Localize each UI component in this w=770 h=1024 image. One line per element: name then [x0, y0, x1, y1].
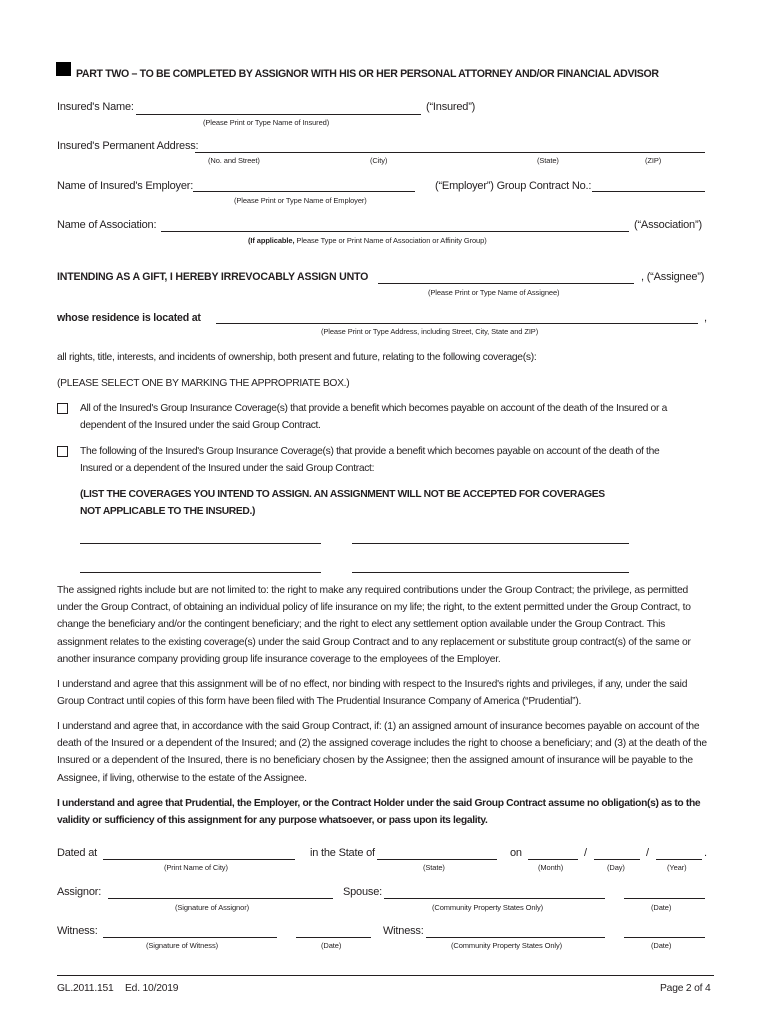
- witness-signature-field[interactable]: [103, 937, 277, 938]
- assignor-signature-hint: (Signature of Assignor): [175, 903, 249, 912]
- association-hint-bold: (If applicable,: [248, 236, 295, 245]
- witness-label: Witness:: [57, 925, 98, 937]
- page-number: Page 2 of 4: [660, 983, 711, 994]
- assignor-date-field[interactable]: [624, 898, 705, 899]
- section-marker: [56, 62, 71, 76]
- state-of-label: in the State of: [310, 847, 375, 859]
- gift-label: INTENDING AS A GIFT, I HEREBY IRREVOCABLY ASSIGN UNTO: [57, 271, 369, 283]
- insured-name-label: Insured's Name:: [57, 101, 134, 113]
- contract-no-label: (“Employer”) Group Contract No.:: [435, 180, 592, 192]
- assignee-hint: (Please Print or Type Name of Assignee): [428, 288, 560, 297]
- assignee-name-field[interactable]: [378, 283, 634, 284]
- footer-rule: [57, 975, 714, 976]
- option-following-checkbox[interactable]: [57, 446, 68, 457]
- association-field[interactable]: [161, 231, 629, 232]
- date-period: .: [704, 847, 707, 859]
- spouse-signature-field[interactable]: [384, 898, 605, 899]
- section-title: PART TWO – TO BE COMPLETED BY ASSIGNOR WITH HIS OR HER PERSONAL ATTORNEY AND/OR FINANCIAL ADVISOR: [76, 68, 659, 80]
- association-hint: [248, 236, 487, 245]
- form-id: GL.2011.151: [57, 983, 114, 994]
- select-instruction: (PLEASE SELECT ONE BY MARKING THE APPROPRIATE BOX.): [57, 378, 350, 389]
- employer-field[interactable]: [193, 191, 415, 192]
- witness-2-hint: (Community Property States Only): [451, 941, 562, 950]
- day-field[interactable]: [594, 859, 640, 860]
- witness-2-date-field[interactable]: [624, 937, 705, 938]
- employer-label: Name of Insured's Employer:: [57, 180, 194, 192]
- option-all-line2: dependent of the Insured under the said Group Contract.: [80, 420, 321, 431]
- month-hint: (Month): [538, 863, 564, 872]
- option-all-line1: All of the Insured's Group Insurance Coverage(s) that provide a benefit which becomes payable on account of the death of the Insured or a: [80, 403, 667, 414]
- witness-2-signature-field[interactable]: [426, 937, 605, 938]
- state-field[interactable]: [377, 859, 497, 860]
- address-hint-city: (City): [370, 156, 388, 165]
- insured-hint: (Please Print or Type Name of Insured): [203, 118, 330, 127]
- dated-at-label: Dated at: [57, 847, 97, 859]
- option-following-line1: The following of the Insured's Group Insurance Coverage(s) that provide a benefit which becomes payable on account of the death of the: [80, 446, 660, 457]
- assignor-signature-field[interactable]: [108, 898, 333, 899]
- contract-no-field[interactable]: [592, 191, 705, 192]
- witness-date-hint: (Date): [321, 941, 342, 950]
- residence-suffix: ,: [704, 312, 707, 324]
- insured-name-field[interactable]: [136, 114, 421, 115]
- address-label: Insured's Permanent Address:: [57, 140, 199, 152]
- witness-date-field[interactable]: [296, 937, 371, 938]
- list-note-line2: NOT APPLICABLE TO THE INSURED.): [80, 506, 256, 517]
- coverage-field-4[interactable]: [352, 572, 629, 573]
- day-hint: (Day): [607, 863, 625, 872]
- paragraph-assigned-rights: The assigned rights include but are not limited to: the right to make any required contributions under the Group Contract; the privilege, as permitted under the Group Contract, of obtaining an individual policy of life insurance on my life; the right, to the extent permitted under the Group Contract, to change the beneficiary and/or the contingent beneficiary; and the right to elect any settlement option available under the Group Contract. This assignment relates to the existing coverage(s) under the said Group Contract and to any replacement or substitute group contract(s) of the same or another insurance company providing group life insurance coverage to the employees of the Employer.: [57, 585, 691, 665]
- association-hint-rest: Please Type or Print Name of Association or Affinity Group): [294, 236, 487, 245]
- date-slash-1: /: [584, 847, 587, 859]
- assignor-date-hint: (Date): [651, 903, 672, 912]
- address-field[interactable]: [195, 152, 705, 153]
- association-suffix: (“Association”): [634, 219, 702, 231]
- address-hint-street: (No. and Street): [208, 156, 260, 165]
- coverage-field-3[interactable]: [80, 572, 321, 573]
- assignee-suffix: , (“Assignee”): [641, 271, 705, 283]
- residence-hint: (Please Print or Type Address, including Street, City, State and ZIP): [321, 327, 539, 336]
- option-all-checkbox[interactable]: [57, 403, 68, 414]
- rights-text: all rights, title, interests, and incidents of ownership, both present and future, relating to the following coverage(s):: [57, 352, 537, 363]
- year-field[interactable]: [656, 859, 702, 860]
- residence-label: whose residence is located at: [57, 312, 201, 324]
- on-label: on: [510, 847, 522, 859]
- year-hint: (Year): [667, 863, 687, 872]
- paragraph-payable: I understand and agree that, in accordance with the said Group Contract, if: (1) an assigned amount of insurance becomes payable on account of the death of the Insured or a dependent of the Insured; and (2) the assigned coverage includes the right to choose a beneficiary; and (3) at the death of the Insured or a dependent of the Insured, there is no beneficiary chosen by the Assignee; then the assigned amount of insurance will be payable to the Assignee, if living, otherwise to the estate of the Assignee.: [57, 721, 707, 784]
- month-field[interactable]: [528, 859, 578, 860]
- option-following-line2: Insured or a dependent of the Insured under the said Group Contract:: [80, 463, 375, 474]
- assignor-label: Assignor:: [57, 886, 102, 898]
- spouse-hint: (Community Property States Only): [432, 903, 543, 912]
- city-field[interactable]: [103, 859, 295, 860]
- spouse-label: Spouse:: [343, 886, 382, 898]
- witness-signature-hint: (Signature of Witness): [146, 941, 218, 950]
- address-hint-zip: (ZIP): [645, 156, 662, 165]
- form-edition: Ed. 10/2019: [125, 983, 179, 994]
- date-slash-2: /: [646, 847, 649, 859]
- city-hint: (Print Name of City): [164, 863, 228, 872]
- list-note-line1: (LIST THE COVERAGES YOU INTEND TO ASSIGN. AN ASSIGNMENT WILL NOT BE ACCEPTED FOR COVERAGES: [80, 489, 605, 500]
- coverage-field-1[interactable]: [80, 543, 321, 544]
- insured-suffix: (“Insured”): [426, 101, 476, 113]
- witness-label-2: Witness:: [383, 925, 424, 937]
- paragraph-obligation: I understand and agree that Prudential, the Employer, or the Contract Holder under the said Group Contract assume no obligation(s) as to the validity or sufficiency of this assignment for any purpose whatsoever, or pass upon its legality.: [57, 798, 701, 827]
- employer-hint: (Please Print or Type Name of Employer): [234, 196, 367, 205]
- witness-2-date-hint: (Date): [651, 941, 672, 950]
- state-hint: (State): [423, 863, 445, 872]
- address-hint-state: (State): [537, 156, 559, 165]
- association-label: Name of Association:: [57, 219, 157, 231]
- paragraph-no-effect: I understand and agree that this assignment will be of no effect, nor binding with respect to the Insured's rights and privileges, if any, under the said Group Contract until copies of this form have been filed with The Prudential Insurance Company of America (“Prudential”).: [57, 679, 688, 708]
- coverage-field-2[interactable]: [352, 543, 629, 544]
- residence-field[interactable]: [216, 323, 698, 324]
